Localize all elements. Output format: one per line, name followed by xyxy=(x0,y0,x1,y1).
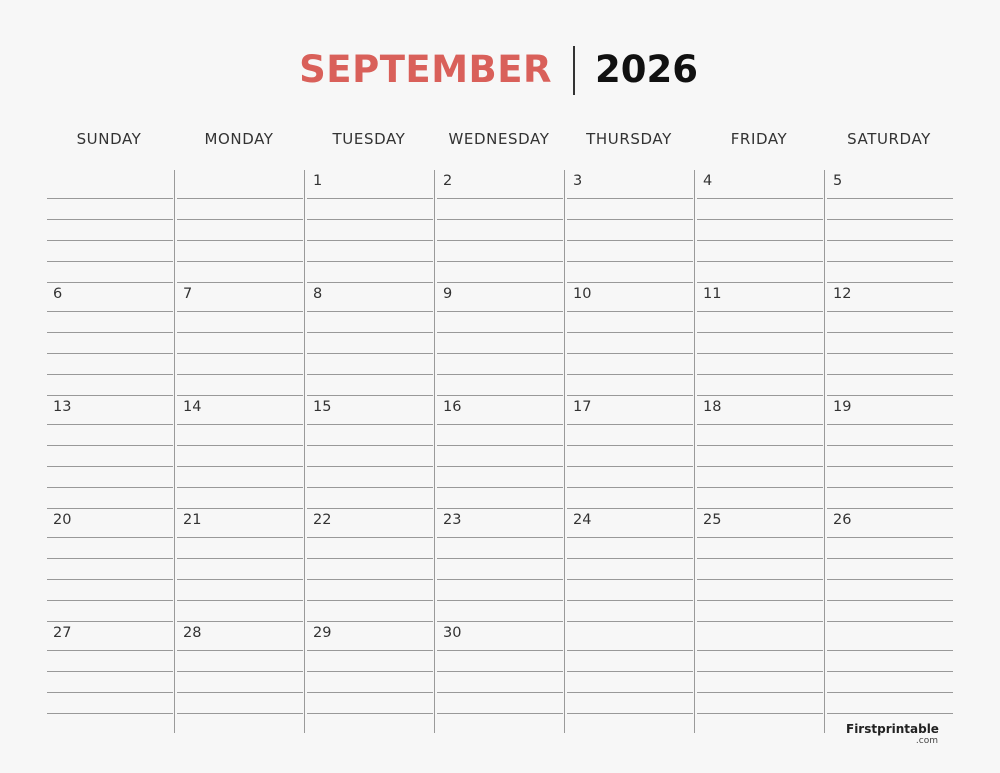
writing-line xyxy=(697,424,823,425)
logo-name: Firstprintable xyxy=(846,722,939,736)
writing-line xyxy=(47,445,173,446)
brand-logo xyxy=(846,722,938,746)
day-number: 1 xyxy=(313,173,323,189)
writing-line xyxy=(567,198,693,199)
writing-line xyxy=(177,650,303,651)
column-separator xyxy=(564,170,565,733)
writing-line xyxy=(827,600,953,601)
weekday-label: MONDAY xyxy=(204,130,274,148)
day-number: 20 xyxy=(53,512,72,528)
writing-line xyxy=(47,261,173,262)
writing-line xyxy=(697,600,823,601)
day-cell[interactable] xyxy=(567,396,693,509)
writing-line xyxy=(437,445,563,446)
writing-line xyxy=(697,311,823,312)
day-cell[interactable] xyxy=(697,509,823,622)
writing-line xyxy=(307,600,433,601)
weekday-header-row xyxy=(46,128,955,150)
writing-line xyxy=(47,487,173,488)
day-number: 7 xyxy=(183,286,193,302)
day-number: 13 xyxy=(53,399,72,415)
day-cell[interactable] xyxy=(437,622,563,735)
writing-line xyxy=(177,558,303,559)
day-number: 29 xyxy=(313,625,332,641)
writing-line xyxy=(47,537,173,538)
writing-line xyxy=(307,353,433,354)
writing-line xyxy=(177,600,303,601)
writing-line xyxy=(47,600,173,601)
writing-line xyxy=(437,537,563,538)
writing-line xyxy=(177,353,303,354)
writing-line xyxy=(307,311,433,312)
day-cell[interactable] xyxy=(697,283,823,396)
writing-line xyxy=(827,466,953,467)
writing-line xyxy=(567,671,693,672)
writing-line xyxy=(47,466,173,467)
day-number: 14 xyxy=(183,399,202,415)
writing-line xyxy=(697,487,823,488)
column-separator xyxy=(694,170,695,733)
weekday-label: TUESDAY xyxy=(332,130,406,148)
day-number: 18 xyxy=(703,399,722,415)
calendar-header xyxy=(0,40,1000,100)
day-number: 27 xyxy=(53,625,72,641)
writing-line xyxy=(567,487,693,488)
writing-line xyxy=(47,692,173,693)
writing-line xyxy=(697,240,823,241)
writing-line xyxy=(47,650,173,651)
weekday-label: SUNDAY xyxy=(76,130,142,148)
writing-line xyxy=(47,332,173,333)
writing-line xyxy=(567,424,693,425)
day-cell[interactable] xyxy=(307,170,433,283)
writing-line xyxy=(827,650,953,651)
day-cell[interactable] xyxy=(697,170,823,283)
writing-line xyxy=(47,240,173,241)
writing-line xyxy=(437,374,563,375)
day-number: 17 xyxy=(573,399,592,415)
weekday-label: WEDNESDAY xyxy=(448,130,550,148)
writing-line xyxy=(697,537,823,538)
writing-line xyxy=(177,537,303,538)
writing-line xyxy=(307,240,433,241)
day-cell[interactable] xyxy=(697,396,823,509)
writing-line xyxy=(47,311,173,312)
writing-line xyxy=(827,198,953,199)
day-cell[interactable] xyxy=(177,396,303,509)
day-number: 30 xyxy=(443,625,462,641)
writing-line xyxy=(307,219,433,220)
writing-line xyxy=(437,487,563,488)
day-number: 26 xyxy=(833,512,852,528)
writing-line xyxy=(177,261,303,262)
writing-line xyxy=(567,600,693,601)
day-cell[interactable] xyxy=(177,509,303,622)
logo-suffix: .com xyxy=(915,736,938,746)
day-cell[interactable] xyxy=(567,170,693,283)
writing-line xyxy=(697,219,823,220)
writing-line xyxy=(697,445,823,446)
column-separator xyxy=(824,170,825,733)
weekday-label: FRIDAY xyxy=(730,130,788,148)
title-divider xyxy=(573,46,575,95)
day-number: 11 xyxy=(703,286,722,302)
writing-line xyxy=(307,537,433,538)
day-number: 2 xyxy=(443,173,453,189)
day-cell[interactable] xyxy=(437,509,563,622)
writing-line xyxy=(827,692,953,693)
writing-line xyxy=(697,650,823,651)
writing-line xyxy=(697,466,823,467)
writing-line xyxy=(437,424,563,425)
column-separator xyxy=(434,170,435,733)
writing-line xyxy=(697,261,823,262)
weekday-label: THURSDAY xyxy=(586,130,672,148)
writing-line xyxy=(437,579,563,580)
writing-line xyxy=(827,332,953,333)
writing-line xyxy=(437,650,563,651)
day-cell[interactable] xyxy=(177,622,303,735)
writing-line xyxy=(177,713,303,714)
writing-line xyxy=(177,311,303,312)
writing-line xyxy=(437,466,563,467)
writing-line xyxy=(437,600,563,601)
day-number: 4 xyxy=(703,173,713,189)
writing-line xyxy=(307,579,433,580)
writing-line xyxy=(567,558,693,559)
day-cell[interactable] xyxy=(47,170,173,283)
calendar-grid xyxy=(46,170,956,735)
writing-line xyxy=(177,374,303,375)
writing-line xyxy=(307,445,433,446)
column-separator xyxy=(304,170,305,733)
writing-line xyxy=(47,374,173,375)
day-cell[interactable] xyxy=(307,396,433,509)
writing-line xyxy=(437,671,563,672)
writing-line xyxy=(827,240,953,241)
writing-line xyxy=(567,445,693,446)
day-cell[interactable] xyxy=(697,622,823,735)
writing-line xyxy=(307,466,433,467)
writing-line xyxy=(697,353,823,354)
day-cell[interactable] xyxy=(567,283,693,396)
day-cell[interactable] xyxy=(307,283,433,396)
writing-line xyxy=(437,692,563,693)
day-cell[interactable] xyxy=(827,170,953,283)
writing-line xyxy=(437,353,563,354)
day-number: 25 xyxy=(703,512,722,528)
writing-line xyxy=(437,240,563,241)
writing-line xyxy=(827,353,953,354)
writing-line xyxy=(177,671,303,672)
writing-line xyxy=(697,713,823,714)
writing-line xyxy=(307,487,433,488)
writing-line xyxy=(47,353,173,354)
day-number: 23 xyxy=(443,512,462,528)
day-cell[interactable] xyxy=(307,509,433,622)
day-cell[interactable] xyxy=(177,283,303,396)
writing-line xyxy=(47,558,173,559)
writing-line xyxy=(827,487,953,488)
writing-line xyxy=(827,713,953,714)
day-number: 10 xyxy=(573,286,592,302)
column-separator xyxy=(174,170,175,733)
writing-line xyxy=(827,537,953,538)
writing-line xyxy=(567,713,693,714)
writing-line xyxy=(567,537,693,538)
writing-line xyxy=(177,445,303,446)
writing-line xyxy=(307,261,433,262)
day-cell[interactable] xyxy=(827,396,953,509)
writing-line xyxy=(827,579,953,580)
day-number: 8 xyxy=(313,286,323,302)
day-cell[interactable] xyxy=(437,170,563,283)
writing-line xyxy=(827,219,953,220)
writing-line xyxy=(697,374,823,375)
day-number: 21 xyxy=(183,512,202,528)
writing-line xyxy=(177,487,303,488)
writing-line xyxy=(437,261,563,262)
writing-line xyxy=(177,579,303,580)
writing-line xyxy=(307,558,433,559)
writing-line xyxy=(567,311,693,312)
month-title: SEPTEMBER xyxy=(299,48,552,91)
writing-line xyxy=(567,374,693,375)
day-cell[interactable] xyxy=(177,170,303,283)
writing-line xyxy=(827,311,953,312)
day-number: 28 xyxy=(183,625,202,641)
day-cell[interactable] xyxy=(437,283,563,396)
day-cell[interactable] xyxy=(567,622,693,735)
writing-line xyxy=(567,692,693,693)
writing-line xyxy=(567,353,693,354)
writing-line xyxy=(567,466,693,467)
writing-line xyxy=(307,424,433,425)
day-number: 9 xyxy=(443,286,453,302)
writing-line xyxy=(177,240,303,241)
day-cell[interactable] xyxy=(827,283,953,396)
writing-line xyxy=(827,558,953,559)
writing-line xyxy=(307,692,433,693)
writing-line xyxy=(47,198,173,199)
writing-line xyxy=(567,579,693,580)
writing-line xyxy=(697,558,823,559)
writing-line xyxy=(47,579,173,580)
writing-line xyxy=(827,424,953,425)
year-title: 2026 xyxy=(595,48,698,91)
day-number: 6 xyxy=(53,286,63,302)
writing-line xyxy=(177,198,303,199)
day-cell[interactable] xyxy=(47,396,173,509)
writing-line xyxy=(697,198,823,199)
day-cell[interactable] xyxy=(47,622,173,735)
writing-line xyxy=(567,332,693,333)
writing-line xyxy=(827,374,953,375)
writing-line xyxy=(177,466,303,467)
writing-line xyxy=(47,671,173,672)
day-cell[interactable] xyxy=(47,509,173,622)
day-number: 3 xyxy=(573,173,583,189)
writing-line xyxy=(437,332,563,333)
day-number: 5 xyxy=(833,173,843,189)
writing-line xyxy=(177,332,303,333)
day-cell[interactable] xyxy=(437,396,563,509)
day-number: 16 xyxy=(443,399,462,415)
day-number: 12 xyxy=(833,286,852,302)
writing-line xyxy=(437,558,563,559)
writing-line xyxy=(567,261,693,262)
writing-line xyxy=(307,650,433,651)
writing-line xyxy=(307,332,433,333)
writing-line xyxy=(567,219,693,220)
writing-line xyxy=(177,219,303,220)
writing-line xyxy=(437,713,563,714)
writing-line xyxy=(177,692,303,693)
day-cell[interactable] xyxy=(307,622,433,735)
day-number: 22 xyxy=(313,512,332,528)
writing-line xyxy=(697,579,823,580)
day-number: 24 xyxy=(573,512,592,528)
day-cell[interactable] xyxy=(827,622,953,735)
writing-line xyxy=(437,198,563,199)
writing-line xyxy=(567,650,693,651)
day-cell[interactable] xyxy=(47,283,173,396)
writing-line xyxy=(307,671,433,672)
writing-line xyxy=(697,692,823,693)
writing-line xyxy=(47,424,173,425)
writing-line xyxy=(47,219,173,220)
writing-line xyxy=(827,671,953,672)
day-number: 19 xyxy=(833,399,852,415)
writing-line xyxy=(567,240,693,241)
day-cell[interactable] xyxy=(827,509,953,622)
writing-line xyxy=(307,374,433,375)
writing-line xyxy=(437,219,563,220)
writing-line xyxy=(437,311,563,312)
writing-line xyxy=(827,261,953,262)
writing-line xyxy=(697,332,823,333)
writing-line xyxy=(697,671,823,672)
weekday-label: SATURDAY xyxy=(847,130,931,148)
day-number: 15 xyxy=(313,399,332,415)
writing-line xyxy=(307,198,433,199)
writing-line xyxy=(307,713,433,714)
writing-line xyxy=(47,713,173,714)
writing-line xyxy=(827,445,953,446)
day-cell[interactable] xyxy=(567,509,693,622)
writing-line xyxy=(177,424,303,425)
